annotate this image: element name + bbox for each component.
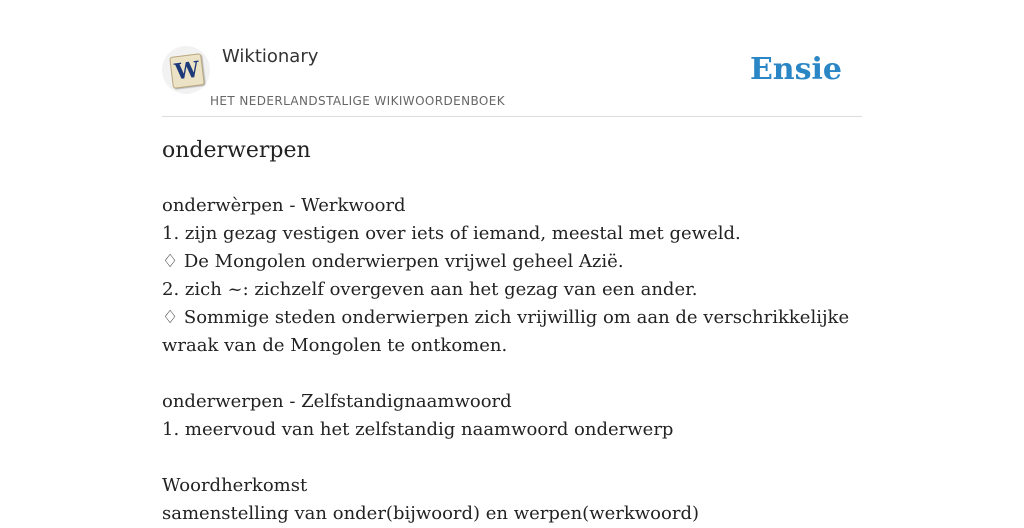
site-header bbox=[162, 0, 862, 117]
definition-line: 1. meervoud van het zelfstandig naamwoord onderwerp bbox=[162, 419, 674, 440]
wiktionary-logo[interactable] bbox=[162, 46, 210, 94]
entry-title: onderwerpen bbox=[162, 138, 311, 163]
example-line: ♢ De Mongolen onderwierpen vrijwel geheel Azië. bbox=[162, 251, 624, 272]
example-line: ♢ Sommige steden onderwierpen zich vrijwillig om aan de verschrikkelijke wraak van de Mongolen te ontkomen. bbox=[162, 307, 850, 356]
site-tagline: HET NEDERLANDSTALIGE WIKIWOORDENBOEK bbox=[210, 94, 506, 108]
etymology-line: samenstelling van onder(bijwoord) en werpen(werkwoord) bbox=[162, 503, 699, 524]
definition-line: 2. zich ~: zichzelf overgeven aan het gezag van een ander. bbox=[162, 279, 698, 300]
section-heading-noun: onderwerpen - Zelfstandignaamwoord bbox=[162, 391, 512, 412]
section-heading-etymology: Woordherkomst bbox=[162, 475, 308, 496]
page bbox=[162, 0, 862, 524]
section-spacer bbox=[162, 444, 862, 472]
section-spacer bbox=[162, 360, 862, 388]
entry-content bbox=[162, 192, 862, 528]
site-name[interactable]: Wiktionary bbox=[222, 46, 319, 67]
wiktionary-logo-tile-icon: W bbox=[169, 53, 205, 89]
definition-line: 1. zijn gezag vestigen over iets of iemand, meestal met geweld. bbox=[162, 223, 741, 244]
section-heading-verb: onderwèrpen - Werkwoord bbox=[162, 195, 406, 216]
ensie-brand-logo[interactable]: Ensie bbox=[749, 52, 842, 87]
